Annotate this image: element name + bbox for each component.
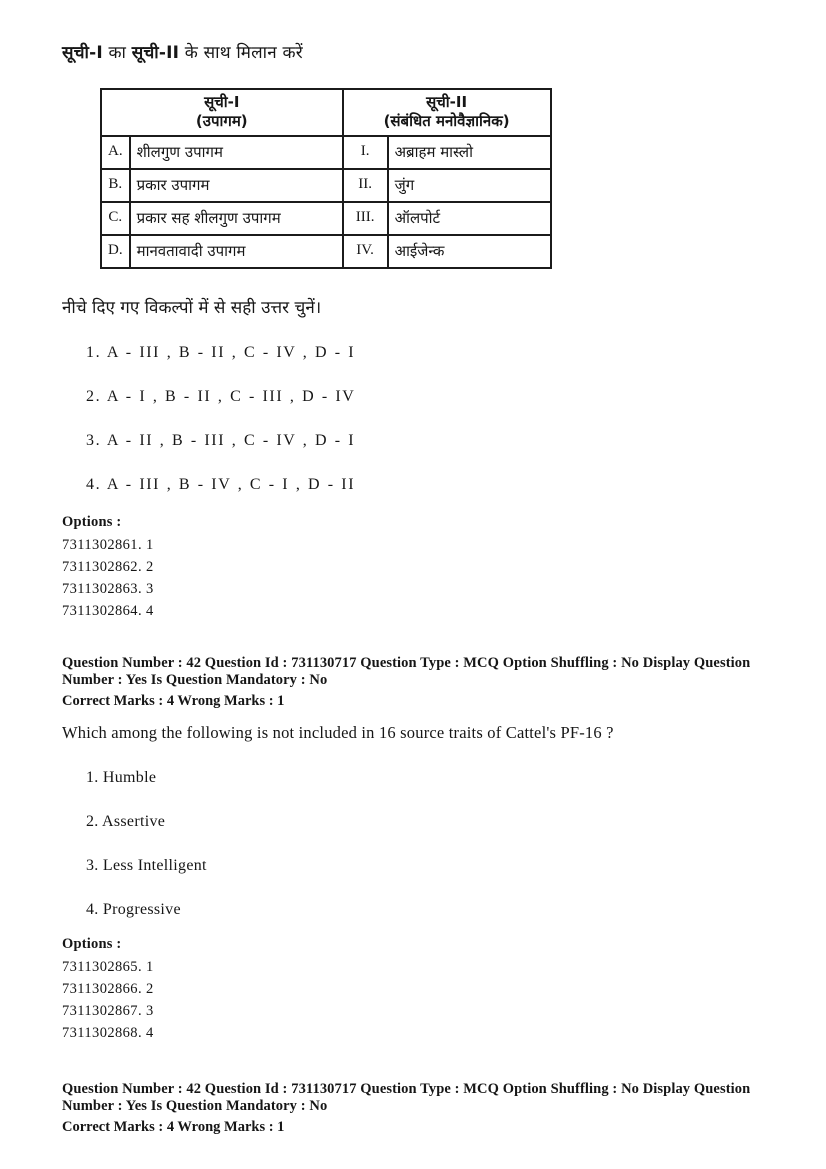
row-label: C. [101,202,130,235]
marks-line: Correct Marks : 4 Wrong Marks : 1 [62,692,285,709]
row-label: A. [101,136,130,169]
match-choice-3: 3. A - II , B - III , C - IV , D - I [86,431,356,449]
row-label: D. [101,235,130,268]
table-row [101,235,551,268]
table-row [101,202,551,235]
option-id: 7311302865. 1 [62,958,154,975]
option-id: 7311302861. 1 [62,536,154,553]
choice-3: 3. Less Intelligent [86,856,207,874]
metadata-line: Question Number : 42 Question Id : 731130717 Question Type : MCQ Option Shuffling : No Display Question [62,1080,751,1097]
row-numeral: I. [343,136,388,169]
options-label: Options : [62,513,122,530]
table-row [101,136,551,169]
choice-1: 1. Humble [86,768,157,786]
title-suffix: के साथ मिलान करें [179,43,303,63]
match-question-title [62,40,770,63]
options-label: Options : [62,935,122,952]
list2-item: अब्राहम मास्लो [388,136,551,169]
choice-4: 4. Progressive [86,900,181,918]
option-id: 7311302867. 3 [62,1002,154,1019]
list2-item: जुंग [388,169,551,202]
list1-column-header: सूची-I (उपागम) [101,89,343,136]
metadata-line: Question Number : 42 Question Id : 731130717 Question Type : MCQ Option Shuffling : No Display Question [62,654,751,671]
list2-item: ऑलपोर्ट [388,202,551,235]
list1-item: प्रकार सह शीलगुण उपागम [130,202,343,235]
option-id: 7311302862. 2 [62,558,154,575]
match-choice-4: 4. A - III , B - IV , C - I , D - II [86,475,356,493]
table-row [101,169,551,202]
match-choice-1: 1. A - III , B - II , C - IV , D - I [86,343,356,361]
list2-label: सूची-II [131,43,180,63]
choice-2: 2. Assertive [86,812,166,830]
marks-line: Correct Marks : 4 Wrong Marks : 1 [62,1118,285,1135]
list2-column-header: सूची-II (संबंधित मनोवैज्ञानिक) [343,89,551,136]
metadata-line: Number : Yes Is Question Mandatory : No [62,1097,328,1114]
list1-label: सूची-I [62,43,103,63]
match-table [100,88,552,269]
next-question-metadata [62,1081,770,1136]
row-numeral: III. [343,202,388,235]
metadata-line: Number : Yes Is Question Mandatory : No [62,671,328,688]
option-id: 7311302864. 4 [62,602,154,619]
question-text: Which among the following is not included in 16 source traits of Cattel's PF-16 ? [62,722,614,742]
row-numeral: II. [343,169,388,202]
row-label: B. [101,169,130,202]
list1-item: शीलगुण उपागम [130,136,343,169]
question-42-metadata [62,655,770,710]
list1-item: मानवतावादी उपागम [130,235,343,268]
title-connector: का [102,43,132,63]
match-choice-2: 2. A - I , B - II , C - III , D - IV [86,387,356,405]
list2-item: आईजेन्क [388,235,551,268]
match-table-header-row [101,89,551,136]
instruction-text: नीचे दिए गए विकल्पों में से सही उत्तर चुनें। [62,297,322,318]
list1-item: प्रकार उपागम [130,169,343,202]
row-numeral: IV. [343,235,388,268]
option-id: 7311302868. 4 [62,1024,154,1041]
option-id: 7311302866. 2 [62,980,154,997]
option-id: 7311302863. 3 [62,580,154,597]
